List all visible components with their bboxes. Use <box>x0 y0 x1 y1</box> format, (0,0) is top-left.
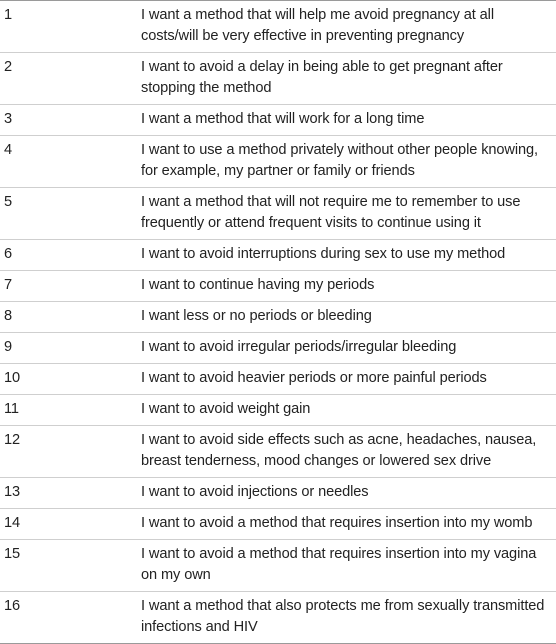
row-text: I want a method that will help me avoid pregnancy at all costs/will be very effective in preventing pregnancy <box>141 7 494 44</box>
table-row <box>0 426 556 478</box>
row-text: I want to avoid a delay in being able to get pregnant after stopping the method <box>141 59 503 96</box>
table-row <box>0 105 556 136</box>
row-text: I want to avoid side effects such as acne, headaches, nausea, breast tenderness, mood changes or lowered sex drive <box>141 432 537 469</box>
row-number: 14 <box>4 515 21 531</box>
row-number: 9 <box>4 339 13 355</box>
row-number: 10 <box>4 370 21 386</box>
row-number: 5 <box>4 194 13 210</box>
table-row <box>0 188 556 240</box>
table-row <box>0 509 556 540</box>
row-text: I want to avoid irregular periods/irregular bleeding <box>141 339 457 355</box>
row-number: 4 <box>4 142 13 158</box>
row-text: I want a method that will not require me to remember to use frequently or attend frequent visits to continue using it <box>141 194 521 231</box>
table-row <box>0 540 556 592</box>
row-number: 12 <box>4 432 21 448</box>
row-text: I want a method that will work for a long time <box>141 111 425 127</box>
row-number: 13 <box>4 484 21 500</box>
row-text: I want to continue having my periods <box>141 277 375 293</box>
table-row <box>0 395 556 426</box>
row-text: I want to avoid heavier periods or more painful periods <box>141 370 487 386</box>
table-row <box>0 302 556 333</box>
table-row <box>0 478 556 509</box>
row-text: I want a method that also protects me from sexually transmitted infections and HIV <box>141 598 545 635</box>
row-text: I want to use a method privately without other people knowing, for example, my partner or family or friends <box>141 142 538 179</box>
row-number: 15 <box>4 546 21 562</box>
table-row <box>0 53 556 105</box>
preferences-table-body <box>0 1 556 644</box>
row-number: 7 <box>4 277 13 293</box>
table-row <box>0 1 556 53</box>
row-text: I want to avoid weight gain <box>141 401 311 417</box>
row-number: 8 <box>4 308 13 324</box>
row-number: 11 <box>4 401 19 417</box>
row-number: 3 <box>4 111 13 127</box>
row-text: I want less or no periods or bleeding <box>141 308 372 324</box>
row-text: I want to avoid interruptions during sex to use my method <box>141 246 506 262</box>
row-text: I want to avoid a method that requires insertion into my womb <box>141 515 533 531</box>
table-row <box>0 136 556 188</box>
row-number: 16 <box>4 598 21 614</box>
table-row <box>0 271 556 302</box>
table-row <box>0 333 556 364</box>
row-text: I want to avoid injections or needles <box>141 484 369 500</box>
row-number: 6 <box>4 246 13 262</box>
row-number: 2 <box>4 59 13 75</box>
table-row <box>0 592 556 644</box>
table-row <box>0 240 556 271</box>
row-text: I want to avoid a method that requires insertion into my vagina on my own <box>141 546 537 583</box>
row-number: 1 <box>4 7 13 23</box>
table-row <box>0 364 556 395</box>
